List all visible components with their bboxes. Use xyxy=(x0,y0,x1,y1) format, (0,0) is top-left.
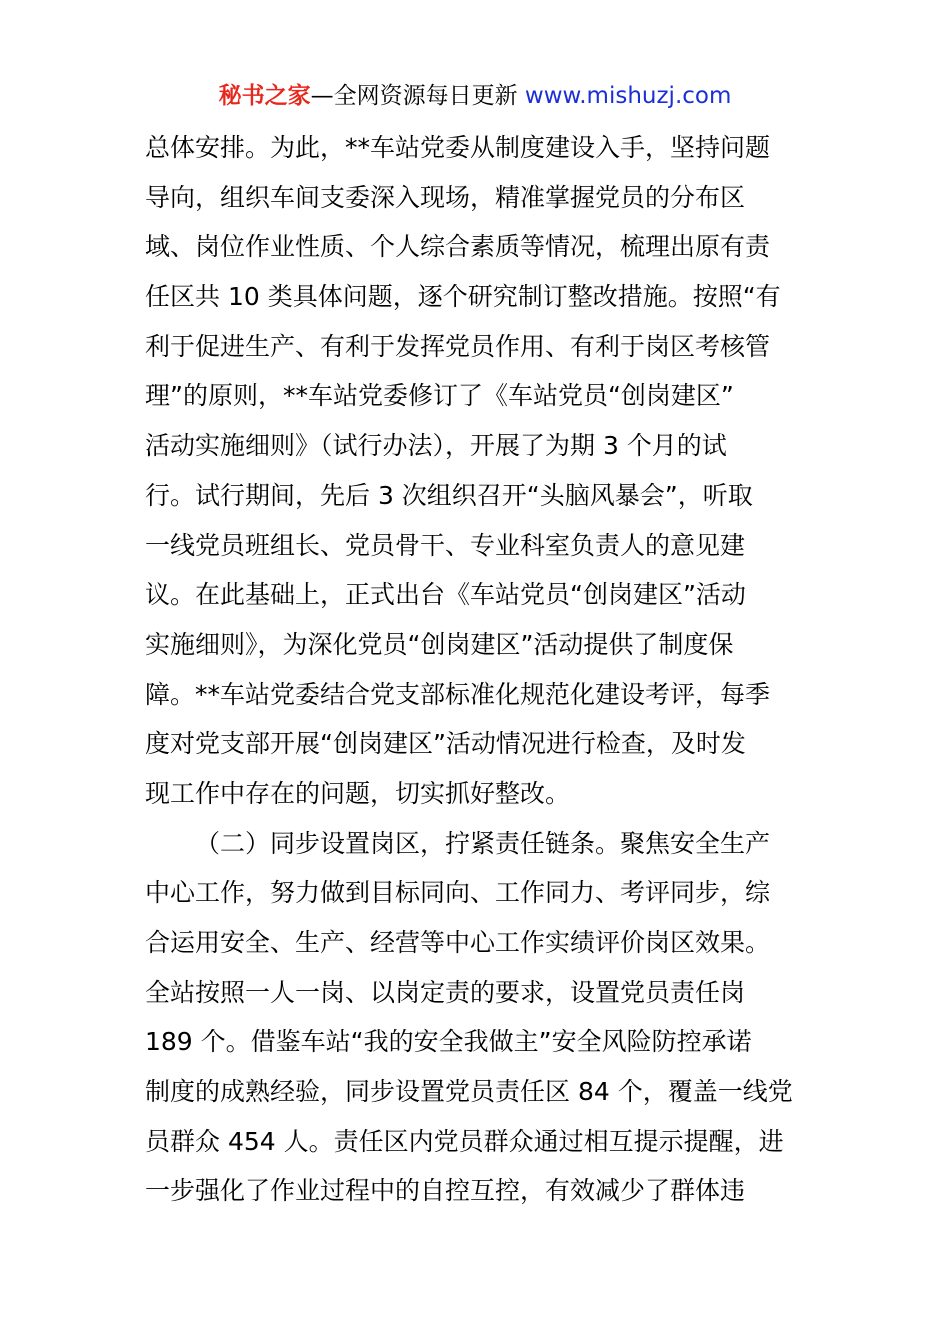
text-line: 现工作中存在的问题，切实抓好整改。 xyxy=(145,778,571,808)
header-tagline: —全网资源每日更新 xyxy=(310,83,525,109)
site-url-link[interactable]: www.mishuzj.com xyxy=(524,83,732,109)
text-line: 利于促进生产、有利于发挥党员作用、有利于岗区考核管 xyxy=(145,331,771,361)
section-heading-line: （二）同步设置岗区，拧紧责任链条。聚焦安全生产 xyxy=(195,828,771,858)
text-line: 行。试行期间，先后 3 次组织召开“头脑风暴会”，听取 xyxy=(145,480,753,510)
text-line: 理”的原则，**车站党委修订了《车站党员“创岗建区” xyxy=(145,381,734,411)
brand-name: 秘书之家 xyxy=(218,83,311,109)
text-line: 域、岗位作业性质、个人综合素质等情况，梳理出原有责 xyxy=(145,232,771,262)
text-line: 一线党员班组长、党员骨干、专业科室负责人的意见建 xyxy=(145,530,746,560)
text-line: 员群众 454 人。责任区内党员群众通过相互提示提醒，进 xyxy=(145,1126,784,1156)
text-line: 障。**车站党委结合党支部标准化规范化建设考评，每季 xyxy=(145,679,771,709)
text-line: 189 个。借鉴车站“我的安全我做主”安全风险防控承诺 xyxy=(145,1027,752,1057)
text-line: 度对党支部开展“创岗建区”活动情况进行检查，及时发 xyxy=(145,729,746,759)
site-header xyxy=(0,80,950,112)
text-line: 中心工作，努力做到目标同向、工作同力、考评同步，综 xyxy=(145,878,771,908)
text-line: 任区共 10 类具体问题，逐个研究制订整改措施。按照“有 xyxy=(145,282,781,312)
document-body xyxy=(145,128,815,1221)
text-line: 制度的成熟经验，同步设置党员责任区 84 个，覆盖一线党 xyxy=(145,1077,793,1107)
text-line: 全站按照一人一岗、以岗定责的要求，设置党员责任岗 xyxy=(145,977,746,1007)
text-line: 活动实施细则》（试行办法），开展了为期 3 个月的试 xyxy=(145,431,727,461)
text-line: 合运用安全、生产、经营等中心工作实绩评价岗区效果。 xyxy=(145,928,771,957)
text-line: 导向，组织车间支委深入现场，精准掌握党员的分布区 xyxy=(145,182,746,212)
text-line: 议。在此基础上，正式出台《车站党员“创岗建区”活动 xyxy=(145,580,746,610)
text-line: 一步强化了作业过程中的自控互控，有效减少了群体违 xyxy=(145,1176,746,1206)
text-line: 总体安排。为此，**车站党委从制度建设入手，坚持问题 xyxy=(145,133,771,162)
text-line: 实施细则》，为深化党员“创岗建区”活动提供了制度保 xyxy=(145,629,734,659)
